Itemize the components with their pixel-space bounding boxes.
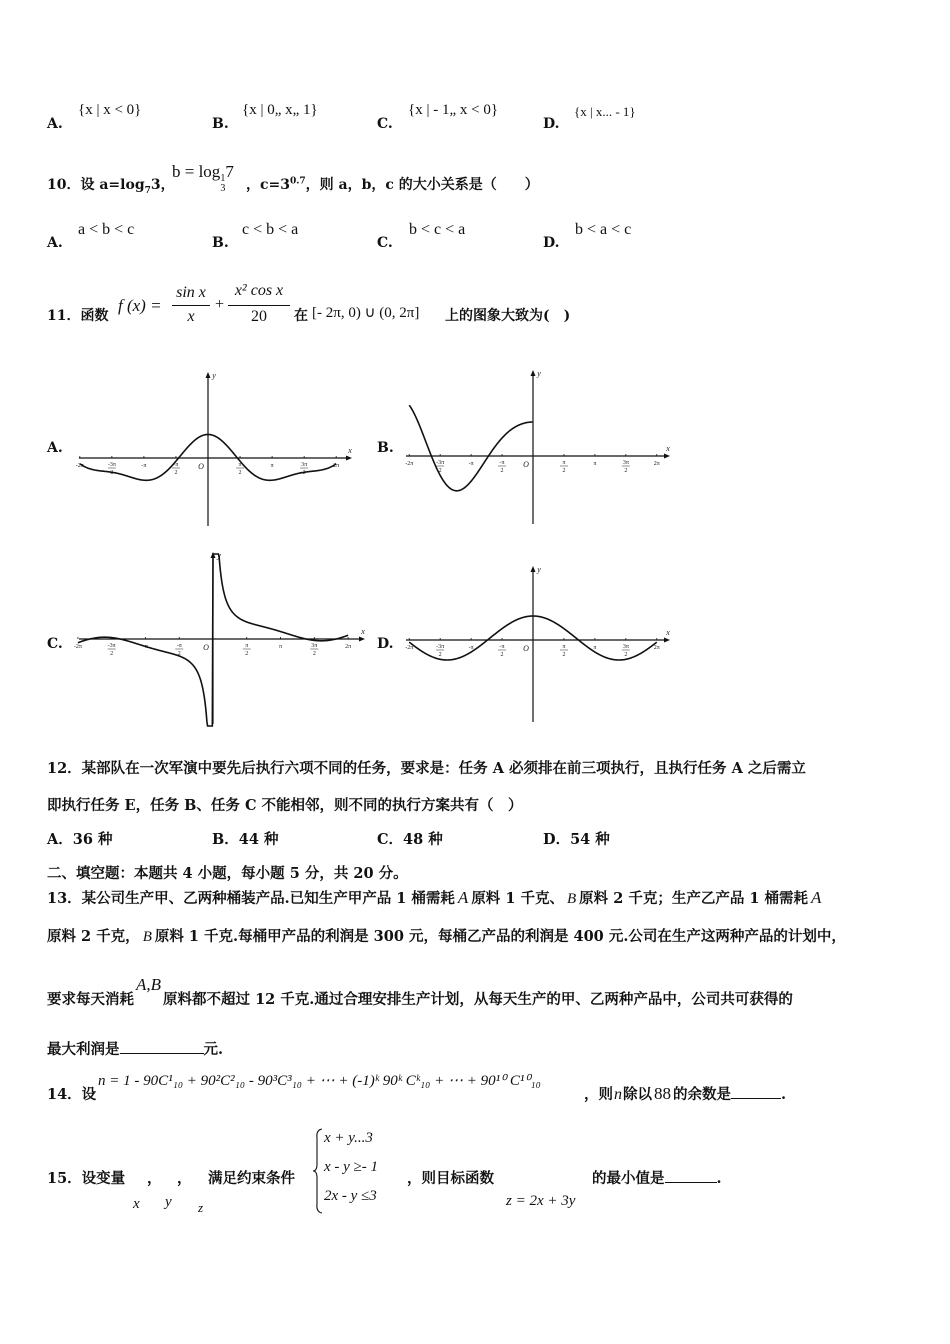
q10-b-base-den: 3: [220, 183, 226, 194]
q9-option-d-text: {x | x... - 1}: [574, 104, 636, 119]
curve: [78, 554, 348, 726]
q11-frac2-bar: [228, 305, 290, 306]
q12-option-d-text: 54 种: [570, 831, 610, 848]
q13-line1: [47, 887, 821, 908]
origin-label: O: [198, 462, 204, 471]
q11-frac1-den: x: [187, 308, 195, 325]
graph-option-c: [75, 548, 365, 730]
x-tick-label-5: π: [270, 463, 274, 469]
x-tick-label-4-num: π: [562, 460, 566, 466]
origin-label: O: [523, 460, 529, 469]
q10-option-d-letter: D.: [543, 235, 560, 251]
q12-option-b: [212, 828, 279, 849]
q9-option-d-letter: D.: [543, 116, 560, 132]
y-axis-arrow: [531, 370, 536, 376]
q13-l3a: 要求每天消耗: [47, 991, 134, 1008]
x-tick-label-6: [300, 462, 308, 476]
x-tick-label-4: [560, 460, 568, 474]
q10-option-a-letter: A.: [47, 235, 63, 251]
q10-option-b-text: c < b < a: [242, 221, 299, 238]
q13-l1a: 13．某公司生产甲、乙两种桶装产品.已知生产甲产品 1 桶需耗: [47, 890, 455, 907]
q13-answer-blank[interactable]: [120, 1041, 204, 1054]
x-axis-label: x: [666, 628, 670, 637]
x-tick-label-1-den: 2: [110, 470, 114, 476]
x-axis-label: x: [361, 627, 365, 636]
x-tick-label-6-num: 3π: [311, 643, 318, 649]
q15-var-y: y: [165, 1194, 172, 1210]
q14-expression: n = 1 - 90C¹₁₀ + 90²C²₁₀ - 90³C³₁₀ + ⋯ + (-1)ᵏ 90ᵏ Cᵏ₁₀ + ⋯ + 90¹⁰ C¹⁰₁₀: [98, 1073, 541, 1089]
x-tick-label-4: [243, 643, 251, 657]
x-tick-label-1-num: -3π: [107, 643, 116, 649]
x-tick-label-4-num: π: [238, 462, 242, 468]
q11-label-b: B.: [377, 440, 394, 456]
q13-var-a: A: [457, 888, 469, 907]
q13-var-b: B: [567, 891, 577, 907]
q15-constraint-1: x + y...3: [324, 1130, 373, 1146]
x-tick-label-3-num: -π: [176, 643, 182, 649]
q12-line1: 12．某部队在一次军演中要先后执行六项不同的任务，要求是：任务 A 必须排在前三项执行，且执行任务 A 之后需立: [47, 760, 806, 777]
q13-l1b: 原料 1 千克、: [471, 890, 564, 907]
q14-answer-blank[interactable]: [731, 1086, 781, 1099]
x-tick-label-1: [108, 462, 116, 476]
x-tick-label-1-den: 2: [438, 468, 442, 474]
x-tick-label-2: -π: [468, 645, 474, 651]
q11-mid: 在: [294, 308, 308, 324]
q12-option-b-letter: B．: [212, 831, 239, 848]
x-tick-label-6-den: 2: [624, 652, 628, 658]
graph-option-b: [402, 368, 672, 530]
x-axis-label: x: [348, 446, 352, 455]
q12-option-c: [377, 828, 443, 849]
q13-var-ab: A,B: [136, 975, 162, 994]
x-tick-label-1: [436, 460, 444, 474]
q11-frac2-num: x² cos x: [234, 282, 284, 299]
q15-var-z: z: [198, 1200, 204, 1215]
curve: [409, 405, 532, 491]
q10-b-base-num: 1: [220, 173, 226, 184]
x-tick-label-6: [622, 460, 630, 474]
y-axis-label: y: [537, 369, 541, 378]
x-tick-label-7: 2π: [653, 461, 660, 467]
q15-suffix: 的最小值是: [592, 1170, 665, 1187]
origin-label: O: [203, 643, 209, 652]
q12-option-a-text: 36 种: [72, 831, 113, 848]
x-tick-label-3-den: 2: [500, 652, 504, 658]
x-axis-label: x: [666, 444, 670, 453]
q13-l3b: 原料都不超过 12 千克.通过合理安排生产计划，从每天生产的甲、乙两种产品中，公司共可获得的: [163, 991, 793, 1008]
x-tick-label-1-num: -3π: [436, 460, 445, 466]
q14-prefix: 14．设: [47, 1086, 97, 1103]
x-tick-label-6-num: 3π: [622, 644, 629, 650]
q11-label-d: D.: [377, 636, 394, 652]
x-tick-label-3-den: 2: [174, 470, 178, 476]
q10-b-expression: [172, 162, 234, 194]
q15-end: .: [716, 1170, 722, 1187]
origin-label: O: [523, 644, 529, 653]
q15-answer-blank[interactable]: [665, 1170, 717, 1183]
x-tick-label-7: 2π: [333, 463, 340, 469]
section-heading: 二、填空题：本题共 4 小题，每小题 5 分，共 20 分。: [47, 865, 408, 882]
q15-constraint-2: x - y ≥- 1: [324, 1159, 379, 1175]
q9-option-b-text: {x | 0„ x„ 1}: [242, 102, 318, 118]
q15-prefix: 15．设变量: [47, 1170, 126, 1187]
q9-option-a-letter: A.: [47, 116, 63, 132]
q11-prefix: 11．函数: [47, 308, 109, 324]
q10-b-log: b = log: [172, 162, 221, 181]
q12-option-a-letter: A．: [47, 831, 73, 848]
q13-l4a: 最大利润是: [47, 1041, 120, 1058]
q14-mid2: 除以: [623, 1086, 652, 1103]
x-tick-label-2: -π: [142, 644, 148, 650]
q15-var-x: x: [133, 1196, 140, 1212]
q9-option-a-text: {x | x < 0}: [78, 102, 142, 118]
x-tick-label-5: π: [279, 644, 283, 650]
q15-mid: 满足约束条件: [208, 1170, 295, 1187]
x-tick-label-2: -π: [468, 461, 474, 467]
x-axis-arrow: [346, 456, 352, 461]
x-tick-label-6-num: 3π: [622, 460, 629, 466]
x-axis-arrow: [664, 454, 670, 459]
x-tick-label-6-den: 2: [312, 651, 316, 657]
q15-brace: [312, 1128, 324, 1214]
q14-suffix: 的余数是: [673, 1086, 731, 1103]
x-tick-label-6-num: 3π: [301, 462, 308, 468]
q15-constraint-3: 2x - y ≤3: [324, 1188, 377, 1204]
x-tick-label-6: [622, 644, 630, 658]
x-axis-arrow: [359, 637, 365, 642]
x-tick-label-4-den: 2: [238, 470, 242, 476]
y-axis-label: y: [212, 371, 216, 380]
q11-func-name: f (x) =: [118, 296, 162, 315]
x-tick-label-3-den: 2: [177, 651, 181, 657]
x-tick-label-3-den: 2: [500, 468, 504, 474]
q15-sep2: ，: [177, 1170, 192, 1187]
x-tick-label-3-num: -π: [173, 462, 179, 468]
q13-line3: [47, 975, 793, 1009]
q12-option-d: [543, 828, 610, 849]
graph-option-d: [402, 560, 672, 728]
q12-option-c-letter: C．: [377, 831, 404, 848]
q9-option-c-letter: C.: [377, 116, 393, 132]
q10-option-b-letter: B.: [212, 235, 229, 251]
q15-objective: z = 2x + 3y: [506, 1193, 576, 1209]
q12-line2: 即执行任务 E，任务 B、任务 C 不能相邻，则不同的执行方案共有（ ）: [47, 797, 523, 814]
x-tick-label-1-den: 2: [110, 651, 114, 657]
q14-end: .: [781, 1086, 787, 1103]
x-tick-label-6: [310, 643, 318, 657]
q13-l4b: 元.: [203, 1041, 224, 1058]
x-tick-label-7: 2π: [345, 644, 352, 650]
q10-option-d-text: b < a < c: [575, 221, 632, 238]
x-tick-label-0: -2π: [405, 461, 414, 467]
q9-option-b-letter: B.: [212, 116, 229, 132]
y-axis-label: y: [217, 551, 221, 560]
x-tick-label-5: π: [593, 461, 597, 467]
q11-plus: +: [215, 296, 225, 313]
q12-option-c-text: 48 种: [403, 831, 443, 848]
x-tick-label-7: 2π: [653, 645, 660, 651]
x-tick-label-6-den: 2: [302, 470, 306, 476]
q15-after: ，则目标函数: [407, 1170, 494, 1187]
x-tick-label-1-num: -3π: [436, 644, 445, 650]
q11-frac1-bar: [172, 305, 210, 306]
x-tick-label-1-den: 2: [438, 652, 442, 658]
q10-option-a-text: a < b < c: [78, 221, 135, 238]
q13-l1c: 原料 2 千克；生产乙产品 1 桶需耗: [579, 890, 809, 907]
q10-option-c-text: b < c < a: [409, 221, 466, 238]
x-tick-label-0: -2π: [75, 463, 84, 469]
x-tick-label-4-num: π: [245, 643, 249, 649]
x-tick-label-4-den: 2: [245, 651, 249, 657]
q11-domain: [- 2π, 0) ∪ (0, 2π]: [312, 305, 420, 321]
q11-suffix: 上的图象大致为( ): [445, 308, 571, 324]
q15-tail: [592, 1167, 722, 1188]
q10-suffix: ，则 a，b，c 的大小关系是（ ）: [305, 177, 539, 193]
q14-tail: [584, 1083, 786, 1104]
q11-label-c: C.: [47, 636, 63, 652]
x-tick-label-2: -π: [141, 463, 147, 469]
q15-sep1: ，: [147, 1170, 162, 1187]
x-tick-label-4-den: 2: [562, 468, 566, 474]
q13-line4: [47, 1038, 223, 1059]
q10-sub: 7: [144, 185, 151, 196]
x-tick-label-4-den: 2: [562, 652, 566, 658]
x-tick-label-3-num: -π: [499, 460, 505, 466]
q12-option-a: [47, 828, 113, 849]
y-axis-arrow: [531, 566, 536, 572]
x-tick-label-1-num: -3π: [107, 462, 116, 468]
q10-c-prefix: ，c=3: [246, 177, 290, 193]
q13-var-b-2: B: [142, 929, 152, 945]
q12-option-d-letter: D．: [543, 831, 571, 848]
x-tick-label-0: -2π: [73, 644, 82, 650]
q11-frac1-num: sin x: [176, 284, 206, 301]
x-tick-label-3: [498, 460, 506, 474]
x-tick-label-0: -2π: [405, 645, 414, 651]
q10-mid: 3，: [150, 177, 175, 193]
q11-label-a: A.: [47, 440, 63, 456]
y-axis-arrow: [206, 372, 211, 378]
x-tick-label-1: [436, 644, 444, 658]
q10-stem: [47, 174, 175, 196]
q13-l2a: 原料 2 千克，: [47, 928, 140, 945]
x-tick-label-4-num: π: [562, 644, 566, 650]
x-tick-label-6-den: 2: [624, 468, 628, 474]
x-tick-label-3: [498, 644, 506, 658]
x-axis-arrow: [664, 638, 670, 643]
q14-mid: ，则: [584, 1086, 613, 1103]
q13-var-a-2: A: [811, 888, 822, 907]
q11-frac2-den: 20: [251, 308, 267, 325]
graph-option-a: [75, 370, 350, 530]
q12-option-b-text: 44 种: [238, 831, 279, 848]
y-axis-label: y: [537, 565, 541, 574]
x-tick-label-4: [560, 644, 568, 658]
q14-var-n: n: [614, 1086, 622, 1103]
q10-b-arg: 7: [225, 162, 234, 181]
x-tick-label-5: π: [593, 645, 597, 651]
q13-line2: [47, 925, 846, 946]
q10-c-exp: 0.7: [290, 176, 306, 187]
q14-divisor: 88: [654, 1084, 671, 1103]
x-tick-label-3-num: -π: [499, 644, 505, 650]
q13-l2b: 原料 1 千克.每桶甲产品的利润是 300 元，每桶乙产品的利润是 400 元.公司在生产这两种产品的计划中，: [154, 928, 846, 945]
q10-option-c-letter: C.: [377, 235, 393, 251]
q10-prefix: 10．设 a=log: [47, 177, 145, 193]
q10-stem-tail: [246, 174, 539, 194]
x-tick-label-1: [108, 643, 116, 657]
q9-option-c-text: {x | - 1„ x < 0}: [408, 102, 499, 118]
